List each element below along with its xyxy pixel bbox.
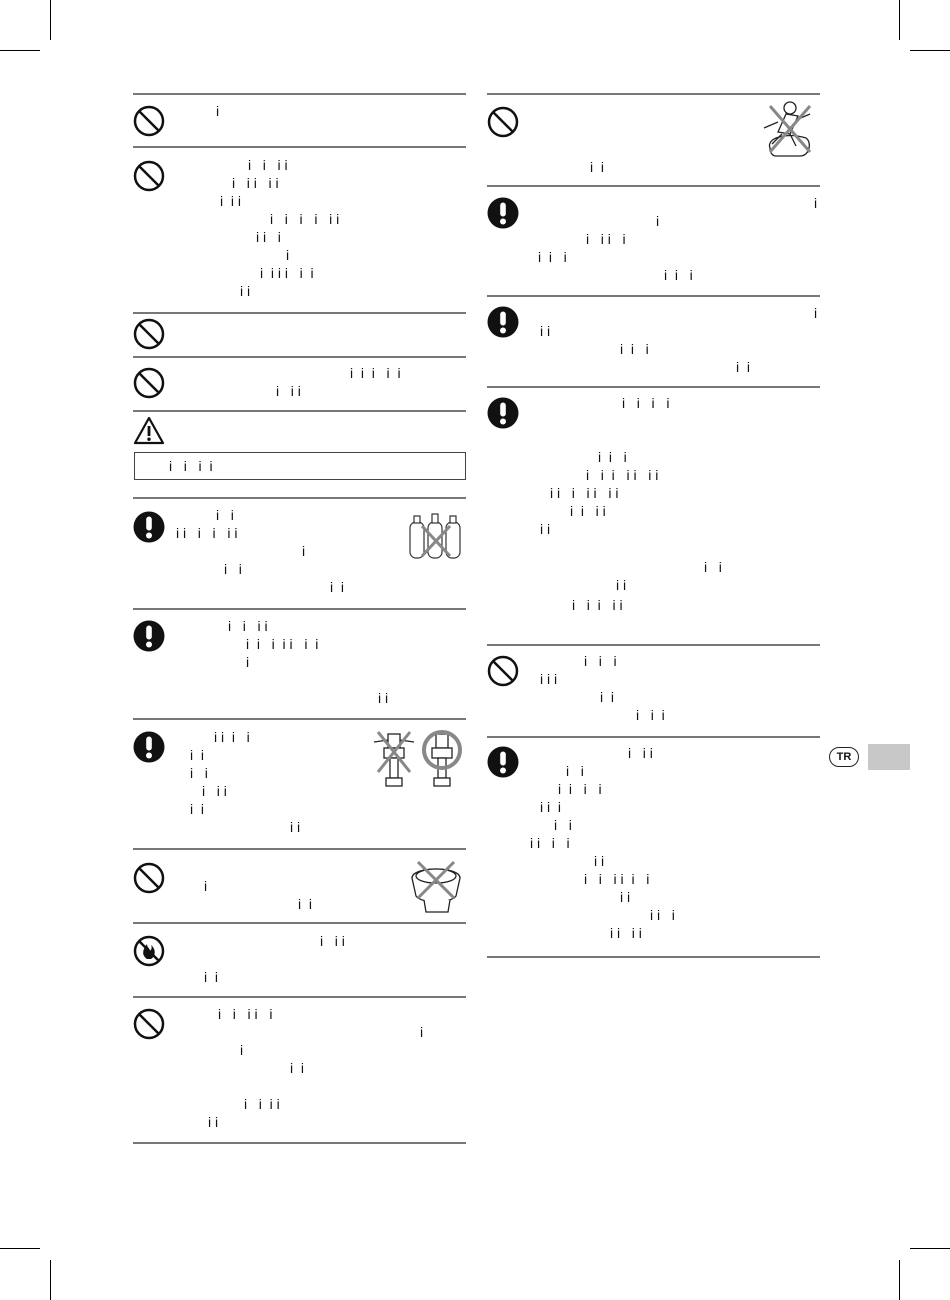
section-text-line: i i — [600, 689, 614, 705]
section-text-line: i — [420, 1024, 424, 1040]
toilet-illustration — [406, 856, 466, 916]
section-text-line: i i i i i i i — [246, 636, 319, 652]
section-text-line: i i — [298, 896, 312, 912]
section-text-line: i — [814, 305, 818, 321]
section-text-line: i i — [190, 765, 208, 781]
section-divider — [133, 996, 466, 998]
section-text-line: i i i — [256, 229, 281, 245]
section-text-line: i i — [240, 283, 251, 299]
section-text-line: i i i i — [244, 1096, 280, 1112]
section-text-line: i i i — [202, 783, 227, 799]
section-divider — [133, 922, 466, 924]
crop-mark — [0, 1248, 40, 1249]
section-text-line: i i i i — [248, 157, 288, 173]
section-text-line: i i i i — [214, 729, 250, 745]
section-text-line: i — [302, 543, 306, 559]
section-text-line: i i — [594, 853, 605, 869]
section-text-line: i i — [204, 969, 218, 985]
section-divider — [487, 736, 820, 738]
section-text-line: i i i i i — [232, 175, 279, 191]
section-text-line: i i — [216, 507, 234, 523]
section-text-line: i i i — [538, 249, 567, 265]
prohibition-icon — [133, 367, 165, 399]
caution-text: i i i i — [169, 458, 213, 474]
section-text-line: i — [814, 195, 818, 211]
mandatory-action-icon — [487, 397, 519, 429]
mandatory-action-icon — [133, 620, 165, 652]
section-text-line: i i i — [584, 653, 617, 669]
gas-cylinders-illustration — [406, 510, 466, 560]
section-text-line: i i — [540, 323, 551, 339]
section-text-line: i i i i — [610, 925, 642, 941]
section-text-line: i i i — [598, 449, 627, 465]
section-divider — [487, 295, 820, 297]
language-badge: TR — [829, 747, 859, 767]
section-divider — [133, 146, 466, 148]
section-text-line: i i i — [540, 799, 561, 815]
warning-triangle-icon — [133, 415, 165, 447]
caution-box — [134, 452, 466, 480]
section-text-line: i i — [566, 763, 584, 779]
crop-mark — [50, 0, 51, 40]
section-text-line: i i i i — [530, 835, 570, 851]
section-text-line: i i i i — [570, 503, 606, 519]
no-fire-icon — [133, 935, 165, 967]
crop-mark — [50, 1260, 51, 1300]
section-text-line: i i — [736, 359, 750, 375]
section-text-line: i i i — [636, 707, 665, 723]
section-text-line: i i i — [650, 907, 675, 923]
mandatory-action-icon — [133, 511, 165, 543]
section-text-line: i i i — [320, 933, 345, 949]
crop-mark — [899, 0, 900, 40]
section-text-line: i i — [378, 690, 389, 706]
section-text-line: i — [216, 103, 220, 119]
section-text-line: i — [656, 213, 660, 229]
section-text-line: i i — [620, 889, 631, 905]
section-text-line: i — [240, 1042, 244, 1058]
section-text-line: i i i i i i i — [586, 467, 659, 483]
section-text-line: i i — [616, 577, 627, 593]
section-text-line: i i — [290, 819, 301, 835]
section-text-line: i i — [330, 579, 344, 595]
section-text-line: i — [286, 247, 290, 263]
section-text-line: i i i i i i i — [550, 485, 619, 501]
section-text-line: i i i i i i — [176, 525, 238, 541]
section-text-line: i i i i — [586, 231, 626, 247]
section-text-line: i i i — [664, 267, 693, 283]
crop-mark — [910, 50, 950, 51]
section-divider — [133, 718, 466, 720]
section-divider — [487, 956, 820, 958]
section-divider — [133, 608, 466, 610]
prohibition-icon — [133, 862, 165, 894]
section-text-line: i i i i i — [572, 597, 623, 613]
section-divider — [133, 93, 466, 95]
section-divider — [133, 848, 466, 850]
prohibition-icon — [487, 106, 519, 138]
section-text-line: i i — [554, 817, 572, 833]
crop-mark — [910, 1248, 950, 1249]
section-text-line: i i — [704, 559, 722, 575]
section-text-line: i — [204, 878, 208, 894]
section-text-line: i i — [540, 521, 551, 537]
section-text-line: i i i — [220, 193, 241, 209]
section-divider — [133, 312, 466, 314]
prohibition-icon — [133, 105, 165, 137]
crop-mark — [0, 50, 40, 51]
section-text-line: i i — [190, 747, 204, 763]
prohibition-icon — [133, 318, 165, 350]
section-divider — [133, 356, 466, 358]
section-text-line: i i — [290, 1060, 304, 1076]
section-divider — [487, 644, 820, 646]
section-text-line: i i i — [628, 745, 653, 761]
prohibition-icon — [133, 160, 165, 192]
section-text-line: i i i — [620, 341, 649, 357]
mandatory-action-icon — [487, 306, 519, 338]
section-text-line: i i — [224, 561, 242, 577]
section-text-line: i i i i i — [218, 1006, 273, 1022]
section-divider — [487, 386, 820, 388]
section-text-line: i i i i i — [350, 365, 401, 381]
section-text-line: i i i i — [228, 618, 268, 634]
section-text-line: i i — [190, 801, 204, 817]
valve-connector-illustration — [370, 728, 466, 790]
section-text-line: i i i i — [622, 395, 670, 411]
prohibition-icon — [487, 655, 519, 687]
mandatory-action-icon — [133, 731, 165, 763]
section-text-line: i i — [208, 1114, 219, 1130]
section-text-line: i i i i i i — [270, 211, 340, 227]
mandatory-action-icon — [487, 746, 519, 778]
mandatory-action-icon — [487, 197, 519, 229]
section-divider — [487, 93, 820, 95]
section-text-line: i i — [590, 159, 604, 175]
section-text-line: i i i i — [558, 781, 602, 797]
section-text-line: i i i i i i — [260, 265, 314, 281]
section-divider — [133, 497, 466, 499]
section-text-line: i i i — [276, 383, 301, 399]
section-text-line: i — [246, 654, 250, 670]
section-text-line: i i i — [540, 671, 558, 687]
section-divider — [487, 185, 820, 187]
section-text-line: i i i i i i — [584, 871, 650, 887]
person-on-appliance-illustration — [756, 98, 820, 162]
section-divider — [133, 410, 466, 412]
section-divider — [133, 1142, 466, 1144]
language-tab-marker — [868, 744, 910, 770]
crop-mark — [899, 1260, 900, 1300]
prohibition-icon — [133, 1008, 165, 1040]
